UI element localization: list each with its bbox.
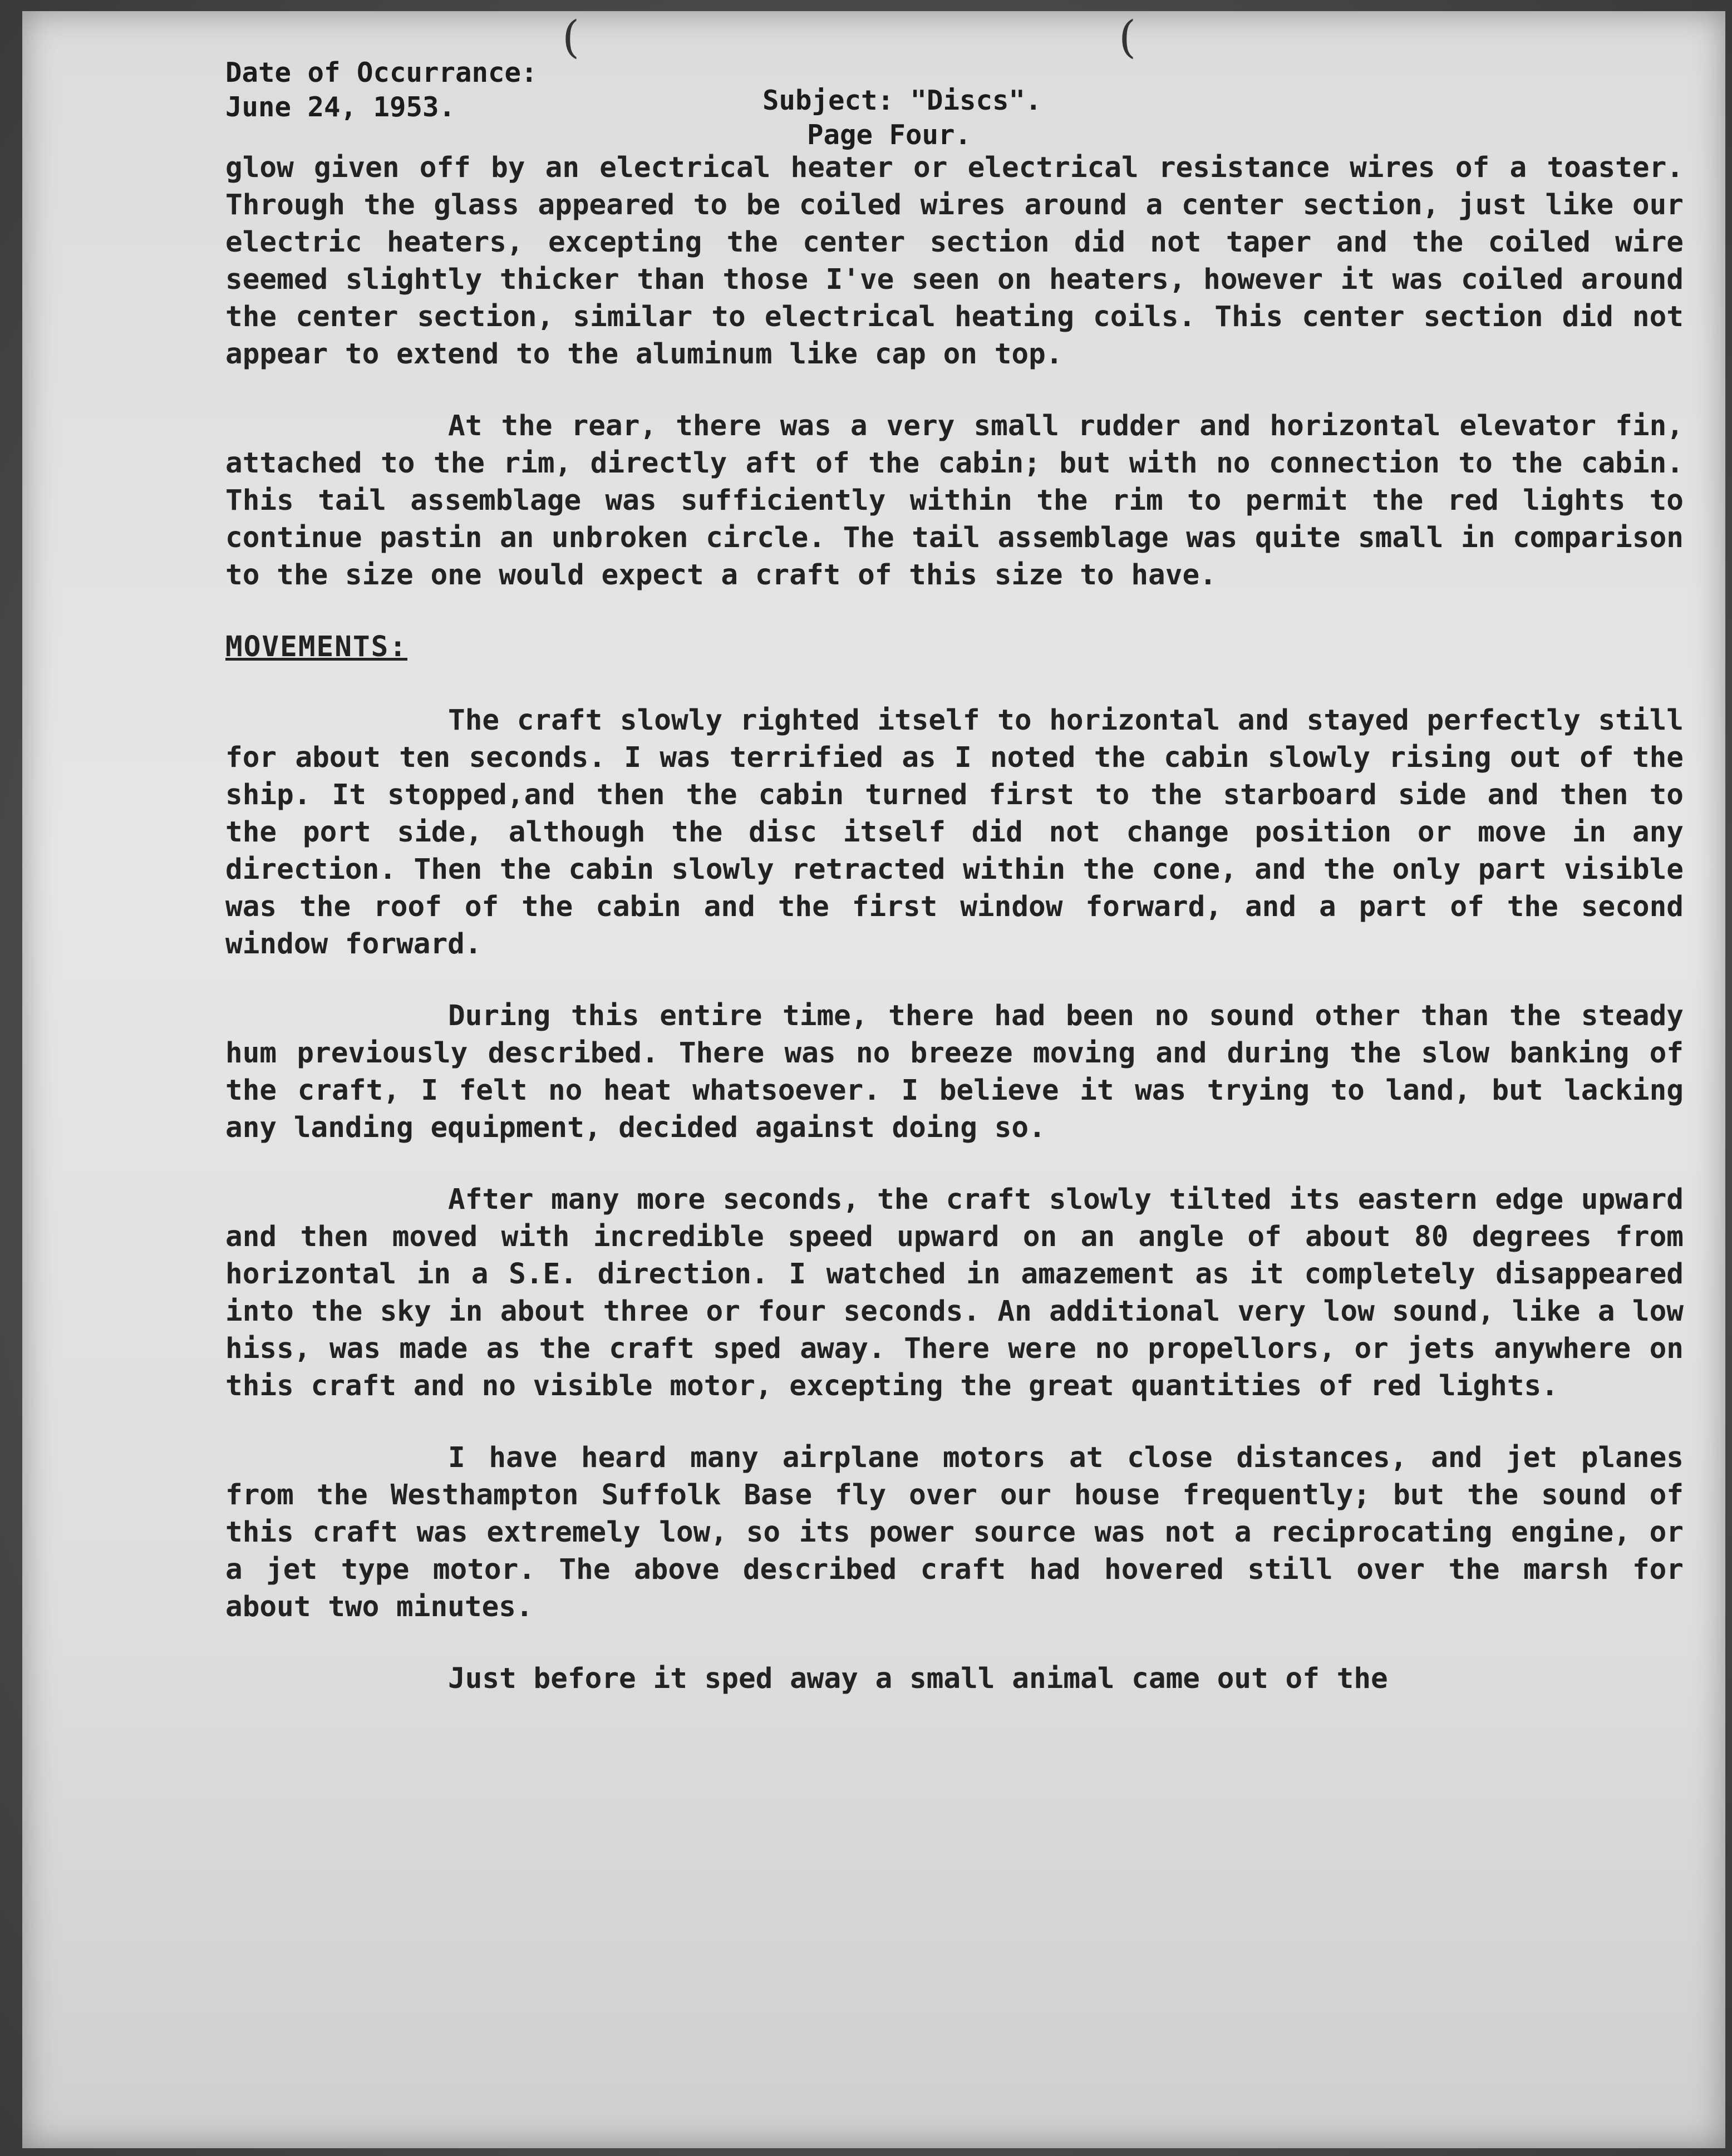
subject-line: Subject: "Discs". [762,85,1042,116]
paragraph-movement-1: The craft slowly righted itself to horizontal and stayed perfectly still for about ten seconds. I was terrified as I noted the cabin slowly rising out of the ship. It stopped,and then the cabin turned first to the starboard side and then to the port side, although the disc itself did not change position or move in any direction. Then the cabin slowly retracted within the cone, and the only part visible was the roof of the cabin and the first window forward, and a part of the second window forward. [225,704,1684,961]
subject-header [762,83,1042,152]
paragraph-movement-3: After many more seconds, the craft slowly tilted its eastern edge upward and then moved with incredible speed upward on an angle of about 80 degrees from horizontal in a S.E. direction. I watched in amazement as it completely disappeared into the sky in about three or four seconds. An additional very low sound, like a low hiss, was made as the craft sped away. There were no propellors, or jets anywhere on this craft and no visible motor, excepting the great quantities of red lights. [225,1183,1684,1402]
paragraph-movement-4: I have heard many airplane motors at close distances, and jet planes from the Westhampton Suffolk Base fly over our house frequently; but the sound of this craft was extremely low, so its power source was not a reciprocating engine, or a jet type motor. The above described craft had hovered still over the marsh for about two minutes. [225,1441,1684,1623]
paragraph-movement-2: During this entire time, there had been no sound other than the steady hum previously described. There was no breeze moving and during the slow banking of the craft, I felt no heat whatsoever. I believe it was trying to land, but lacking any landing equipment, decided against doing so. [225,1000,1684,1144]
date-label: Date of Occurrance: [225,57,538,88]
page-number: Page Four. [807,119,972,151]
punch-mark-left: ( [562,11,580,63]
paragraph-continued: glow given off by an electrical heater or electrical resistance wires of a toaster. Through the glass appeared to be coiled wires around a center section, just like our electric heaters, excepting the center section did not taper and the coiled wire seemed slightly thicker than those I've seen on heaters, however it was coiled around the center section, similar to electrical heating coils. This center section did not appear to extend to the aluminum like cap on top. [225,151,1684,371]
punch-mark-right: ( [1119,11,1136,63]
paragraph-movement-5: Just before it sped away a small animal came out of the [448,1662,1388,1695]
date-value: June 24, 1953. [225,91,456,123]
section-heading-movements: MOVEMENTS: [225,631,408,663]
paragraph-rear: At the rear, there was a very small rudder and horizontal elevator fin, attached to the rim, directly aft of the cabin; but with no connection to the cabin. This tail assemblage was sufficiently within the rim to permit the red lights to continue pastin an unbroken circle. The tail assemblage was quite small in comparison to the size one would expect a craft of this size to have. [225,410,1684,592]
document-body [225,149,1684,1732]
date-header [225,56,538,125]
